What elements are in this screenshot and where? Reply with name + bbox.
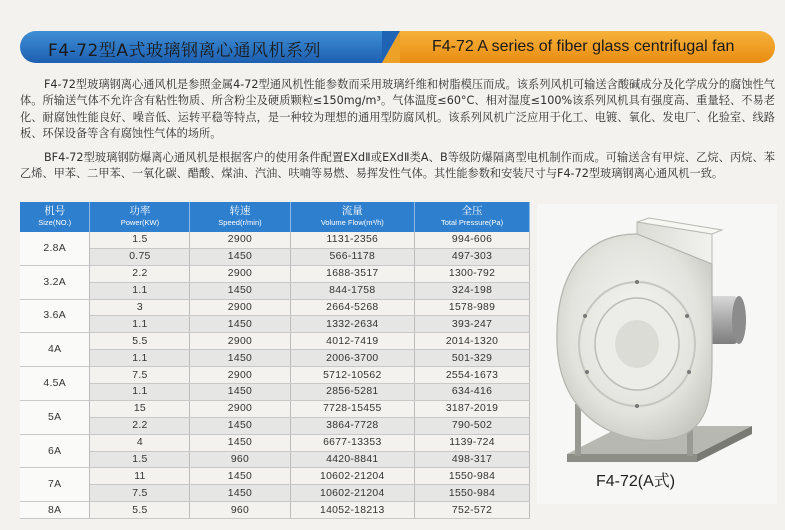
cell-size: 4.5A — [20, 367, 90, 401]
cell-pressure: 634-416 — [415, 384, 530, 401]
table-row — [20, 265, 530, 282]
table-row — [20, 451, 530, 468]
cell-speed: 1450 — [190, 248, 290, 265]
cell-speed: 2900 — [190, 367, 290, 384]
header-flow-en: Volume Flow(m³/h) — [320, 218, 384, 227]
table-header-row — [20, 202, 530, 232]
header-flow — [290, 202, 415, 232]
cell-pressure: 994-606 — [415, 232, 530, 248]
cell-pressure: 1550-984 — [415, 468, 530, 485]
header-pressure-cn: 全压 — [461, 205, 483, 217]
cell-flow: 7728-15455 — [290, 400, 415, 417]
cell-power: 11 — [90, 468, 190, 485]
header-speed-en: Speed(r/min) — [218, 218, 262, 227]
cell-speed: 1450 — [190, 384, 290, 401]
cell-speed: 2900 — [190, 299, 290, 316]
cell-size: 2.8A — [20, 232, 90, 265]
cell-power: 2.2 — [90, 265, 190, 282]
cell-power: 1.1 — [90, 316, 190, 333]
cell-pressure: 2554-1673 — [415, 367, 530, 384]
header-speed-cn: 转速 — [229, 205, 251, 217]
cell-speed: 1450 — [190, 468, 290, 485]
cell-power: 4 — [90, 434, 190, 451]
cell-power: 1.1 — [90, 282, 190, 299]
cell-power: 5.5 — [90, 502, 190, 519]
cell-power: 3 — [90, 299, 190, 316]
cell-size: 3.2A — [20, 265, 90, 299]
table-row — [20, 502, 530, 519]
cell-speed: 1450 — [190, 417, 290, 434]
table-body — [20, 232, 530, 519]
cell-flow: 2006-3700 — [290, 350, 415, 367]
cell-speed: 1450 — [190, 350, 290, 367]
header-power — [90, 202, 190, 232]
intro-paragraph-1: F4-72型玻璃钢离心通风机是参照金属4-72型通风机性能参数而采用玻璃纤维和树脂模压而成。该系列风机可输送含酸碱成分及化学成分的腐蚀性气体。所输送气体不允许含有粘性物质、所含粉尘及硬质颗粒≤150mg/m³。气体温度≤60°C、相对湿度≤100%该系列风机具有强度高、重量轻、不易老化、耐腐蚀性能良好、噪音低、运转平稳等特点，是一种较为理想的通用型防腐风机。该系列风机广泛应用于化工、电镀、氧化、发电厂、化验室、线路板、环保设备等含有腐蚀性气体的场所。 — [20, 78, 775, 141]
header-pressure-en: Total Pressure(Pa) — [440, 218, 504, 227]
cell-speed: 1450 — [190, 282, 290, 299]
cell-pressure: 3187-2019 — [415, 400, 530, 417]
cell-pressure: 1139-724 — [415, 434, 530, 451]
cell-pressure: 1300-792 — [415, 265, 530, 282]
cell-power: 1.1 — [90, 384, 190, 401]
header-size — [20, 202, 90, 232]
cell-size: 6A — [20, 434, 90, 468]
header-pressure — [415, 202, 530, 232]
photo-caption: F4-72(A式) — [596, 473, 676, 490]
cell-flow: 4012-7419 — [290, 333, 415, 350]
table-row — [20, 400, 530, 417]
table-row — [20, 384, 530, 401]
cell-flow: 4420-8841 — [290, 451, 415, 468]
table-row — [20, 232, 530, 248]
fan-spec-table — [20, 202, 530, 519]
cell-pressure: 2014-1320 — [415, 333, 530, 350]
cell-power: 7.5 — [90, 367, 190, 384]
cell-flow: 14052-18213 — [290, 502, 415, 519]
cell-speed: 960 — [190, 502, 290, 519]
cell-flow: 2856-5281 — [290, 384, 415, 401]
cell-speed: 960 — [190, 451, 290, 468]
table-row — [20, 468, 530, 485]
cell-size: 5A — [20, 400, 90, 434]
cell-size: 8A — [20, 502, 90, 519]
header-size-cn: 机号 — [44, 205, 66, 217]
cell-size: 4A — [20, 333, 90, 367]
table-row — [20, 485, 530, 502]
cell-flow: 1688-3517 — [290, 265, 415, 282]
cell-pressure: 498-317 — [415, 451, 530, 468]
table-row — [20, 316, 530, 333]
page-title-chinese: F4-72型A式玻璃钢离心通风机系列 — [48, 41, 321, 61]
cell-power: 1.5 — [90, 232, 190, 248]
cell-power: 15 — [90, 400, 190, 417]
cell-flow: 844-1758 — [290, 282, 415, 299]
table-row — [20, 350, 530, 367]
cell-power: 5.5 — [90, 333, 190, 350]
cell-power: 1.5 — [90, 451, 190, 468]
cell-speed: 1450 — [190, 485, 290, 502]
table-row — [20, 434, 530, 451]
cell-flow: 1332-2634 — [290, 316, 415, 333]
cell-pressure: 497-303 — [415, 248, 530, 265]
table-row — [20, 333, 530, 350]
header-flow-cn: 流量 — [341, 205, 363, 217]
cell-flow: 2664-5268 — [290, 299, 415, 316]
cell-speed: 1450 — [190, 434, 290, 451]
cell-pressure: 501-329 — [415, 350, 530, 367]
header-power-en: Power(KW) — [120, 218, 160, 227]
header-power-cn: 功率 — [129, 205, 151, 217]
cell-power: 7.5 — [90, 485, 190, 502]
table-row — [20, 417, 530, 434]
cell-flow: 5712-10562 — [290, 367, 415, 384]
cell-pressure: 393-247 — [415, 316, 530, 333]
table-row — [20, 248, 530, 265]
table-row — [20, 367, 530, 384]
intro-paragraph-2: BF4-72型玻璃钢防爆离心通风机是根据客户的使用条件配置EXdⅡ或EXdⅡ类A、B等级防爆隔离型电机制作而成。可输送含有甲烷、乙烷、丙烷、苯乙烯、甲苯、二甲苯、一氧化碳、醋酸、煤油、汽油、呋喃等易燃、易挥发性气体。其性能参数和安装尺寸与F4-72型玻璃钢离心通风机一致。 — [20, 151, 775, 181]
cell-pressure: 752-572 — [415, 502, 530, 519]
cell-flow: 6677-13353 — [290, 434, 415, 451]
cell-speed: 2900 — [190, 333, 290, 350]
cell-power: 2.2 — [90, 417, 190, 434]
cell-flow: 1131-2356 — [290, 232, 415, 248]
table-row — [20, 282, 530, 299]
cell-power: 0.75 — [90, 248, 190, 265]
base-frame-front — [567, 454, 697, 462]
cell-pressure: 1550-984 — [415, 485, 530, 502]
cell-pressure: 1578-989 — [415, 299, 530, 316]
cell-speed: 2900 — [190, 232, 290, 248]
fan-photo — [537, 204, 777, 504]
cell-flow: 10602-21204 — [290, 485, 415, 502]
cell-speed: 2900 — [190, 400, 290, 417]
cell-size: 7A — [20, 468, 90, 502]
header-speed — [190, 202, 290, 232]
cell-flow: 566-1178 — [290, 248, 415, 265]
table-row — [20, 299, 530, 316]
header-size-en: Size(NO.) — [38, 218, 72, 227]
cell-speed: 2900 — [190, 265, 290, 282]
cell-speed: 1450 — [190, 316, 290, 333]
cell-power: 1.1 — [90, 350, 190, 367]
page-title-english: F4-72 A series of fiber glass centrifugal fan — [432, 38, 735, 55]
cell-pressure: 324-198 — [415, 282, 530, 299]
cell-size: 3.6A — [20, 299, 90, 333]
cell-flow: 3864-7728 — [290, 417, 415, 434]
cell-pressure: 790-502 — [415, 417, 530, 434]
cell-flow: 10602-21204 — [290, 468, 415, 485]
centrifugal-fan-illustration — [537, 204, 777, 504]
